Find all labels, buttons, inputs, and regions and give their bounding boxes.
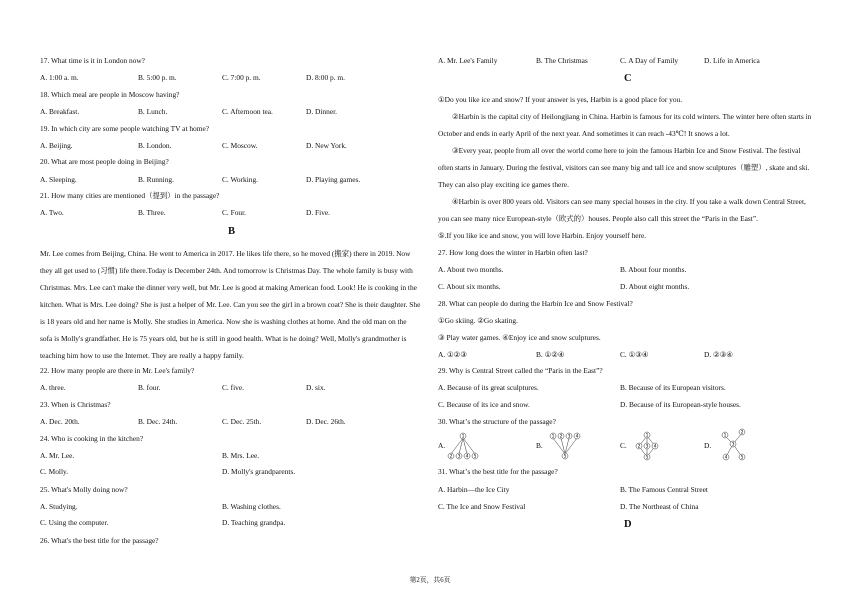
- question-25: 25. What's Molly doing now?: [40, 485, 128, 494]
- option: A. Dec. 20th.: [40, 417, 80, 426]
- option: D. 8:00 p. m.: [306, 73, 346, 82]
- option: D. Molly's grandparents.: [222, 467, 296, 476]
- passage-line: often starts in January. During the festival, visitors can see many big and tall ice and snow sculptures（雕塑）, skate and ski.: [438, 163, 810, 172]
- section-heading-b: B: [228, 226, 236, 237]
- passage-line: October and ends in early April of the next year. And sometimes it can reach -43℃! It snows a lot.: [438, 129, 730, 138]
- section-heading-c: C: [624, 73, 632, 84]
- question-22: 22. How many people are there in Mr. Lee's family?: [40, 366, 195, 375]
- structure-diagram-d: [716, 428, 750, 462]
- svg-text:1: 1: [723, 433, 727, 439]
- svg-text:2: 2: [740, 430, 744, 436]
- option: D. Playing games.: [306, 175, 361, 184]
- option: B.: [536, 441, 543, 450]
- option: C. 7:00 p. m.: [222, 73, 261, 82]
- passage-line: ⑤.If you like ice and snow, you will love Harbin. Enjoy yourself here.: [438, 231, 647, 240]
- svg-text:5: 5: [563, 454, 567, 460]
- svg-text:2: 2: [637, 444, 641, 450]
- question-23: 23. When is Christmas?: [40, 400, 111, 409]
- option: B. 5:00 p. m.: [138, 73, 177, 82]
- option: C. Using the computer.: [40, 518, 109, 527]
- option: C. About six months.: [438, 282, 501, 291]
- option: A. Two.: [40, 208, 64, 217]
- option: D. The Northeast of China: [620, 502, 699, 511]
- option: B. Washing clothes.: [222, 502, 281, 511]
- question-31: 31. Whatʼs the best title for the passage?: [438, 467, 558, 476]
- question-28-items: ①Go skiing. ②Go skating.: [438, 316, 518, 325]
- option: A. Mr. Lee.: [40, 451, 75, 460]
- svg-text:1: 1: [461, 434, 465, 440]
- option: B. Dec. 24th.: [138, 417, 178, 426]
- question-30: 30. Whatʼs the structure of the passage?: [438, 417, 556, 426]
- option: D. Dec. 26th.: [306, 417, 346, 426]
- option: A. ①②③: [438, 350, 467, 359]
- passage-line: you can see many nice European-style（欧式的）houses. People also call this street the “Paris in the East”.: [438, 214, 758, 223]
- question-19: 19. In which city are some people watching TV at home?: [40, 124, 210, 133]
- option: D. six.: [306, 383, 326, 392]
- option: C. ①③④: [620, 350, 649, 359]
- option: C. Dec. 25th.: [222, 417, 262, 426]
- svg-text:3: 3: [567, 434, 571, 440]
- option: C. The Ice and Snow Festival: [438, 502, 526, 511]
- passage-line: They can also play exciting ice games there.: [438, 180, 569, 189]
- option: B. Running.: [138, 175, 174, 184]
- option: C. Afternoon tea.: [222, 107, 273, 116]
- svg-text:2: 2: [559, 434, 563, 440]
- option: B. Mrs. Lee.: [222, 451, 260, 460]
- question-26: 26. What's the best title for the passage?: [40, 536, 159, 545]
- svg-text:4: 4: [465, 454, 469, 460]
- passage-line: Mr. Lee comes from Beijing, China. He went to America in 2017. He likes life there, so he moved (搬家) there in 2019. Now: [40, 249, 411, 258]
- option: A. About two months.: [438, 265, 504, 274]
- option: A. Studying.: [40, 502, 78, 511]
- passage-line: kitchen. What is Mrs. Lee doing? She is just a helper of Mr. Lee. Can you see the girl in a brown coat? She is their daughter. She: [40, 300, 421, 309]
- option: D. About eight months.: [620, 282, 690, 291]
- question-28: 28. What can people do during the Harbin Ice and Snow Festival?: [438, 299, 633, 308]
- svg-text:1: 1: [551, 434, 555, 440]
- question-24: 24. Who is cooking in the kitchen?: [40, 434, 144, 443]
- passage-line: ④Harbin is over 800 years old. Visitors can see many special houses in the city. If you take a walk down Central Street,: [452, 197, 806, 206]
- svg-text:5: 5: [473, 454, 477, 460]
- option: C. Four.: [222, 208, 247, 217]
- passage-line: teaching him how to use the Internet. They are really a happy family.: [40, 351, 244, 360]
- option: B. The Famous Central Street: [620, 485, 708, 494]
- passage-line: ③Every year, people from all over the world come here to join the famous Harbin Ice and Snow Festival. The festival: [452, 146, 801, 155]
- structure-diagram-c: [630, 431, 664, 461]
- svg-text:2: 2: [449, 454, 453, 460]
- question-21: 21. How many cities are mentioned（提到）in the passage?: [40, 191, 220, 200]
- option: D.: [704, 441, 712, 450]
- svg-text:4: 4: [575, 434, 579, 440]
- passage-b: [40, 245, 432, 364]
- passage-c: [438, 91, 830, 244]
- passage-line: is 18 years old and her name is Molly. She studies in America. Now she is washing clothes at home. And the old man on the: [40, 317, 407, 326]
- question-20: 20. What are most people doing in Beijing?: [40, 157, 169, 166]
- option: B. ①②④: [536, 350, 565, 359]
- structure-diagram-b: [548, 431, 582, 461]
- option: D. Life in America: [704, 56, 760, 65]
- svg-text:5: 5: [740, 455, 744, 461]
- option: A. Sleeping.: [40, 175, 77, 184]
- passage-line: they all get used to (习惯) life there.Today is December 24th. And tomorrow is Christmas Day. The whole family is busy with: [40, 266, 413, 275]
- option: A.: [438, 441, 446, 450]
- passage-line: ①Do you like ice and snow? If your answer is yes, Harbin is a good place for you.: [438, 95, 683, 104]
- option: C. Moscow.: [222, 141, 258, 150]
- option: C. Molly.: [40, 467, 69, 476]
- option: A. Harbin—the Ice City: [438, 485, 510, 494]
- passage-line: ②Harbin is the capital city of Heilongjiang in China. Harbin is famous for its cold winters. The winter here often starts in: [452, 112, 812, 121]
- option: D. Because of its European-style houses.: [620, 400, 741, 409]
- question-29: 29. Why is Central Street called the “Paris in the East”?: [438, 366, 603, 375]
- option: D. Teaching grandpa.: [222, 518, 286, 527]
- svg-text:3: 3: [457, 454, 461, 460]
- option: C. Working.: [222, 175, 259, 184]
- svg-text:3: 3: [645, 444, 649, 450]
- passage-line: Christmas. Mrs. Lee can't make the dinner very well, but Mr. Lee is good at making American food. Look! He is cooking in the: [40, 283, 417, 292]
- option: A. Because of its great sculptures.: [438, 383, 539, 392]
- svg-text:4: 4: [653, 444, 657, 450]
- option: B. Lunch.: [138, 107, 168, 116]
- option: D. ②③④: [704, 350, 733, 359]
- page-footer: 第2页，共6页: [409, 577, 451, 584]
- option: C. Because of its ice and snow.: [438, 400, 530, 409]
- option: B. Three.: [138, 208, 166, 217]
- question-18: 18. Which meal are people in Moscow having?: [40, 90, 180, 99]
- option: C.: [620, 441, 627, 450]
- svg-text:3: 3: [731, 442, 735, 448]
- option: A. Breakfast.: [40, 107, 80, 116]
- structure-diagram-a: [446, 431, 480, 461]
- option: C. five.: [222, 383, 244, 392]
- option: C. A Day of Family: [620, 56, 679, 65]
- option: D. Five.: [306, 208, 331, 217]
- option: A. 1:00 a. m.: [40, 73, 79, 82]
- option: A. three.: [40, 383, 66, 392]
- passage-line: sofa is Molly's grandfather. He is 75 years old, but he is still in good health. What is he doing? Well, Molly's grandmother is: [40, 334, 407, 343]
- option: D. Dinner.: [306, 107, 337, 116]
- option: B. London.: [138, 141, 172, 150]
- section-heading-d: D: [624, 519, 632, 530]
- svg-text:1: 1: [645, 433, 649, 439]
- option: A. Mr. Lee's Family: [438, 56, 498, 65]
- question-27: 27. How long does the winter in Harbin often last?: [438, 248, 588, 257]
- option: B. four.: [138, 383, 161, 392]
- svg-text:4: 4: [724, 455, 728, 461]
- option: B. About four months.: [620, 265, 687, 274]
- question-28-items: ③ Play water games. ④Enjoy ice and snow sculptures.: [438, 333, 601, 342]
- svg-text:5: 5: [645, 455, 649, 461]
- option: A. Beijing.: [40, 141, 73, 150]
- option: D. New York.: [306, 141, 347, 150]
- option: B. The Christmas: [536, 56, 588, 65]
- option: B. Because of its European visitors.: [620, 383, 726, 392]
- question-17: 17. What time is it in London now?: [40, 56, 145, 65]
